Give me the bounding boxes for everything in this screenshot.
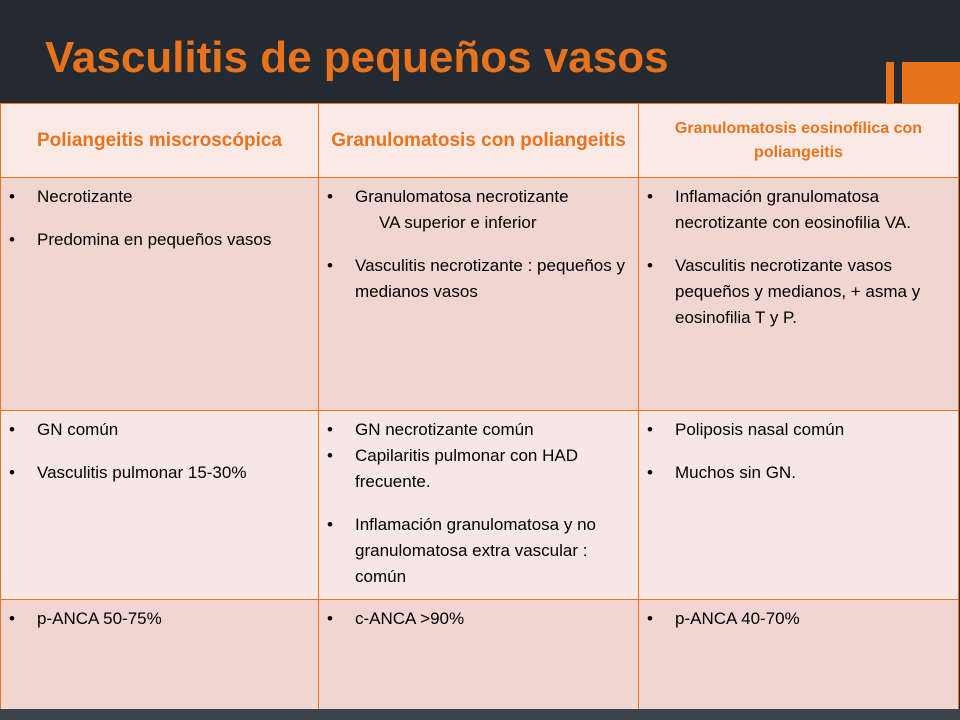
list-item: • Vasculitis necrotizante vasos pequeños y medianos, + asma y eosinofilia T y P.: [639, 253, 952, 331]
list-item: • Capilaritis pulmonar con HAD frecuente.: [319, 443, 632, 495]
list-item: • p-ANCA 50-75%: [1, 606, 312, 632]
list-item-subtext: VA superior e inferior: [379, 213, 537, 232]
column-header: Granulomatosis con poliangeitis: [319, 104, 639, 178]
table-cell: [319, 411, 639, 600]
table-cell: [1, 178, 319, 411]
list-item: • GN necrotizante común: [319, 417, 632, 443]
table-cell: [319, 178, 639, 411]
table-cell: [639, 178, 959, 411]
list-item: • Inflamación granulomatosa y no granulomatosa extra vascular : común: [319, 512, 632, 590]
column-header: Poliangeitis miscroscópica: [1, 104, 319, 178]
slide-title: Vasculitis de pequeños vasos: [45, 33, 669, 82]
title-accent-bar-narrow: [886, 62, 894, 103]
bottom-bar: [0, 709, 960, 720]
table-cell: [319, 600, 639, 713]
table-cell: [1, 411, 319, 600]
list-item: • Inflamación granulomatosa necrotizante con eosinofilia VA.: [639, 184, 952, 236]
table-row: [1, 411, 959, 600]
table-cell: [639, 411, 959, 600]
list-item: • p-ANCA 40-70%: [639, 606, 952, 632]
list-item: • Muchos sin GN.: [639, 460, 952, 486]
table-header-row: [1, 104, 959, 178]
list-item: • Predomina en pequeños vasos: [1, 227, 312, 253]
table-row: [1, 178, 959, 411]
list-item: • Poliposis nasal común: [639, 417, 952, 443]
list-item: • Necrotizante: [1, 184, 312, 210]
title-accent-bar-wide: [902, 62, 960, 103]
column-header: Granulomatosis eosinofílica con poliangeitis: [639, 104, 959, 178]
list-item: [319, 184, 632, 236]
list-item-text: Granulomatosa necrotizante: [355, 187, 569, 206]
comparison-table: [0, 103, 959, 713]
list-item: • Vasculitis pulmonar 15-30%: [1, 460, 312, 486]
table-row: [1, 600, 959, 713]
title-bar: [0, 0, 960, 103]
table-cell: [1, 600, 319, 713]
list-item: • GN común: [1, 417, 312, 443]
table-cell: [639, 600, 959, 713]
list-item: • Vasculitis necrotizante : pequeños y medianos vasos: [319, 253, 632, 305]
list-item: • c-ANCA >90%: [319, 606, 632, 632]
